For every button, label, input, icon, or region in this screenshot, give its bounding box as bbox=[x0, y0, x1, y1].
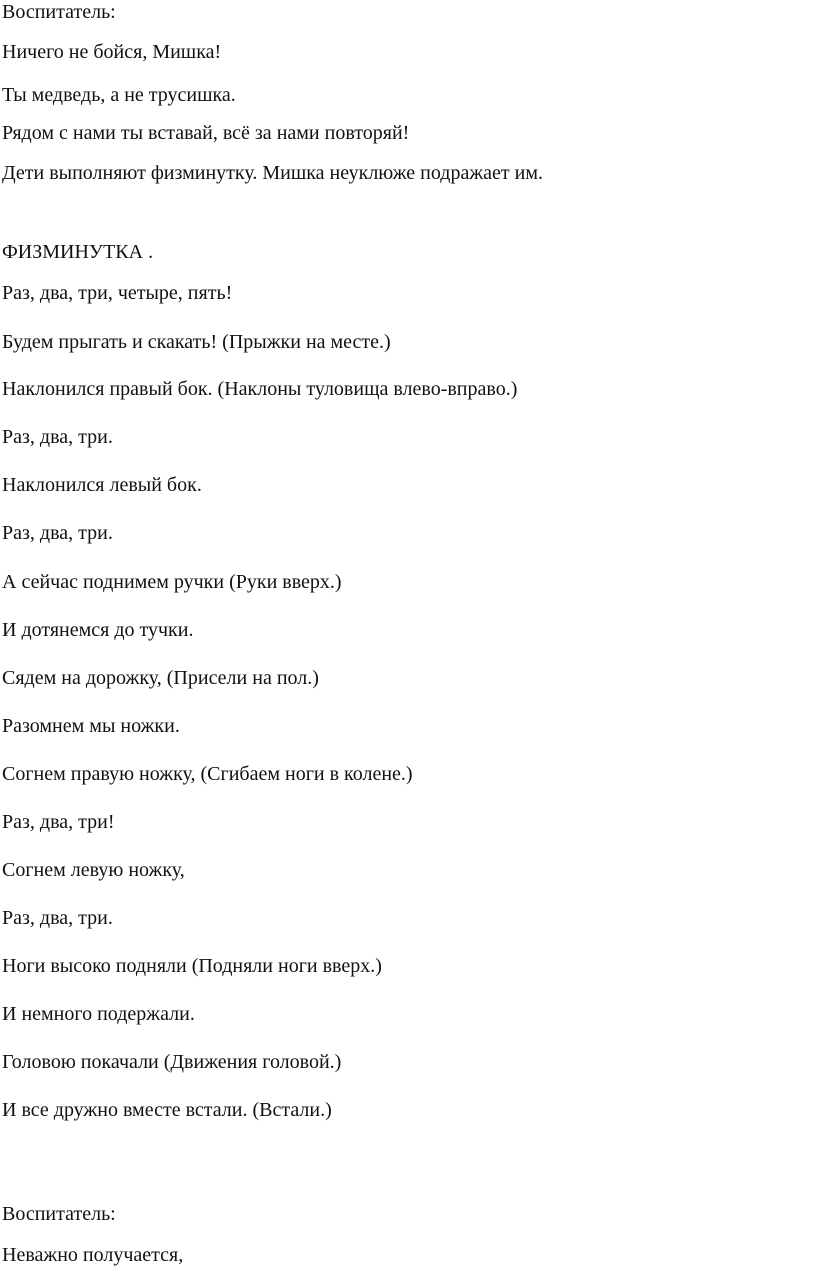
verse-line: Раз, два, три. bbox=[2, 522, 113, 544]
verse-line: Ноги высоко подняли (Подняли ноги вверх.) bbox=[2, 955, 382, 977]
verse-line: Наклонился левый бок. bbox=[2, 474, 202, 496]
dialogue-line: Неважно получается, bbox=[2, 1244, 184, 1266]
verse-line: И немного подержали. bbox=[2, 1003, 195, 1025]
verse-line: Раз, два, три. bbox=[2, 426, 113, 448]
verse-line: Наклонился правый бок. (Наклоны туловища влево-вправо.) bbox=[2, 378, 518, 400]
stage-direction: Дети выполняют физминутку. Мишка неуклюже подражает им. bbox=[2, 162, 544, 184]
verse-line: Согнем левую ножку, bbox=[2, 859, 185, 881]
verse-line: А сейчас поднимем ручки (Руки вверх.) bbox=[2, 571, 342, 593]
section-heading: ФИЗМИНУТКА . bbox=[2, 241, 154, 263]
dialogue-line: Рядом с нами ты вставай, всё за нами повторяй! bbox=[2, 122, 410, 144]
speaker-label: Воспитатель: bbox=[2, 1, 116, 23]
verse-line: Головою покачали (Движения головой.) bbox=[2, 1051, 342, 1073]
verse-line: Согнем правую ножку, (Сгибаем ноги в колене.) bbox=[2, 763, 413, 785]
verse-line: Раз, два, три. bbox=[2, 907, 113, 929]
dialogue-line: Ты медведь, а не трусишка. bbox=[2, 84, 236, 106]
verse-line: Раз, два, три! bbox=[2, 811, 115, 833]
verse-line: Раз, два, три, четыре, пять! bbox=[2, 282, 233, 304]
verse-line: Будем прыгать и скакать! (Прыжки на месте.) bbox=[2, 331, 391, 353]
verse-line: И все дружно вместе встали. (Встали.) bbox=[2, 1099, 332, 1121]
speaker-label: Воспитатель: bbox=[2, 1203, 116, 1225]
verse-line: Разомнем мы ножки. bbox=[2, 715, 180, 737]
verse-line: Сядем на дорожку, (Присели на пол.) bbox=[2, 667, 319, 689]
dialogue-line: Ничего не бойся, Мишка! bbox=[2, 41, 222, 63]
verse-line: И дотянемся до тучки. bbox=[2, 619, 194, 641]
